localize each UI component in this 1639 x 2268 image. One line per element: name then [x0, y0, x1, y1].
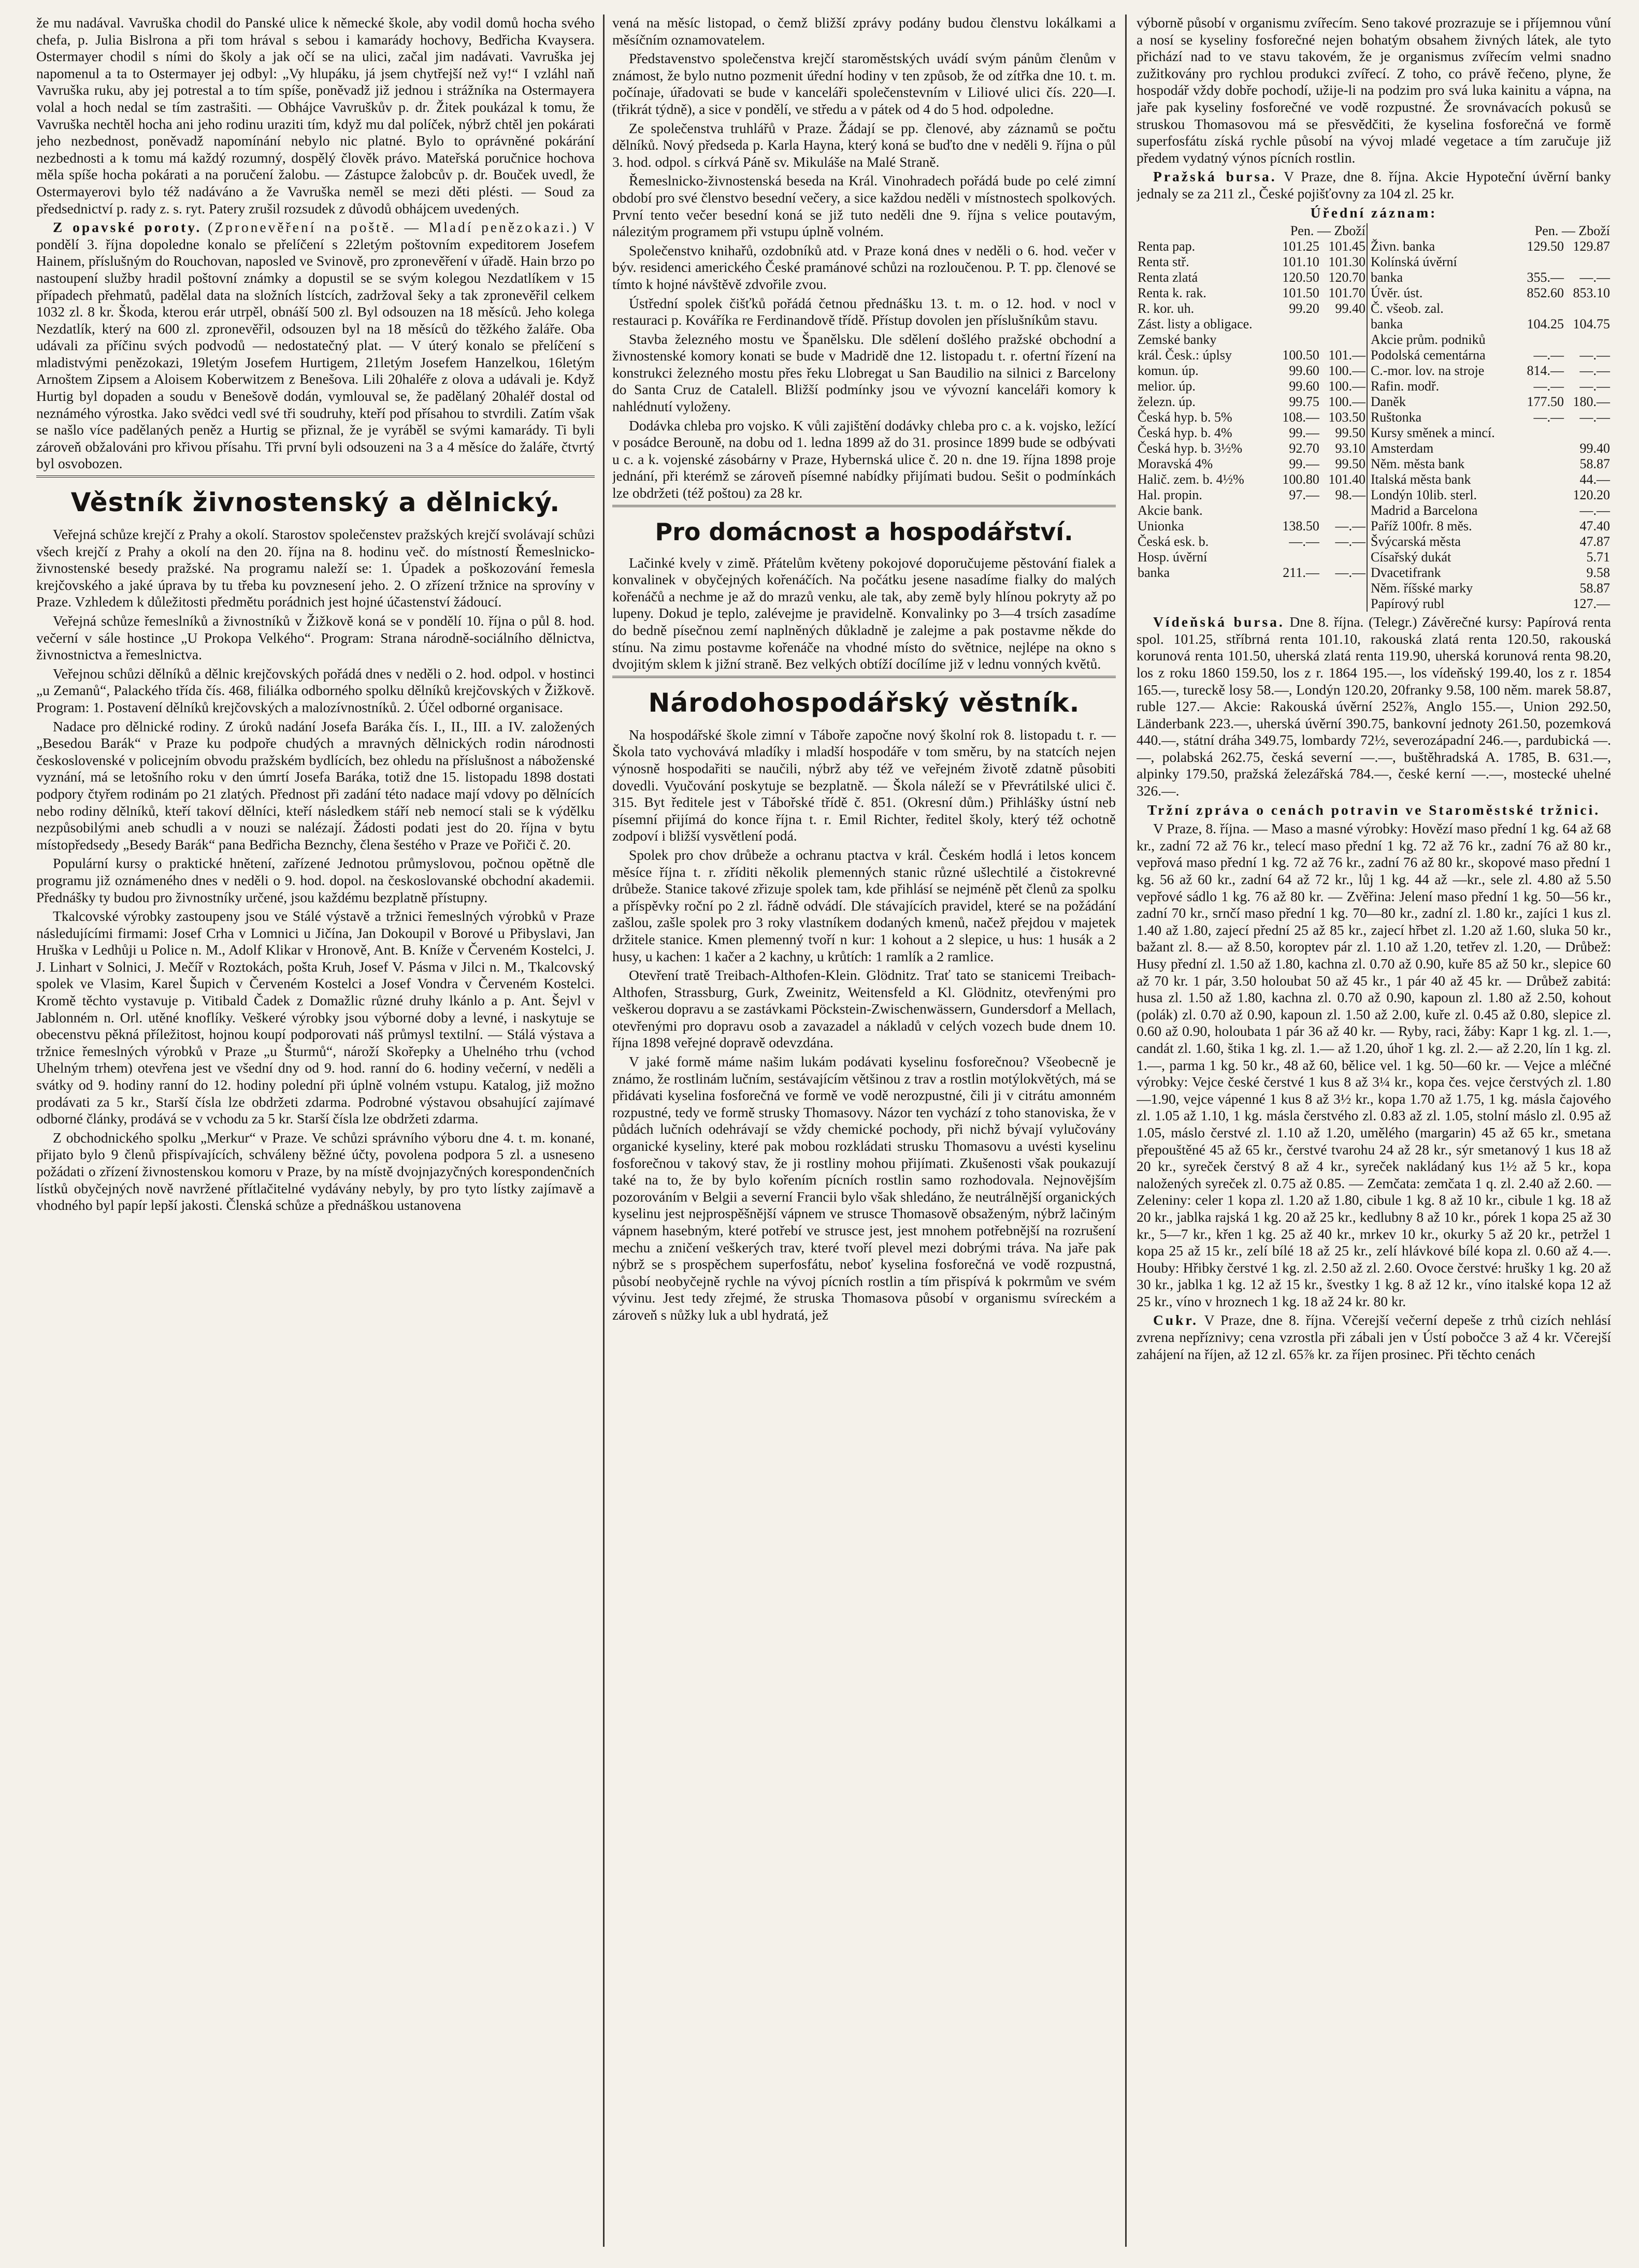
security-name-cell	[1137, 596, 1274, 612]
price-cell: 58.87	[1579, 581, 1610, 596]
price-cell	[1274, 316, 1320, 332]
table-row	[1137, 425, 1611, 441]
price-cell	[1519, 332, 1565, 348]
price-cell	[1274, 550, 1320, 565]
table-row	[1137, 503, 1611, 518]
price-cell	[1274, 332, 1320, 348]
price-cell	[1565, 254, 1611, 270]
price-cell	[1519, 254, 1565, 270]
table-row	[1137, 596, 1611, 612]
security-name-cell: Hal. propin.	[1138, 487, 1202, 503]
price-cell: 99.40	[1579, 441, 1610, 456]
section-divider	[36, 475, 595, 478]
article-paragraph	[36, 219, 595, 472]
article-paragraph: Otevření tratě Treibach-Althofen-Klein. Glödnitz. Trať tato se stanicemi Treibach-Althofen, Strassburg, Gurk, Zweinitz, Weitensfeld a Kl. Glödnitz, otevřenými pro veškerou dopravu a se zastávkami Pöckstein-Zwischenwässern, Gundersdorf a Mellach, otevřenými pro dopravu osob a zavazadel a nákladů v celých vozech bude dnem 10. října 1898 veřejné dopravě odevzdána.	[612, 967, 1116, 1051]
price-cell	[1565, 425, 1611, 441]
article-subheading: (Zpronevěření na poště. — Mladí penězokazi.)	[208, 219, 579, 236]
table-row	[1137, 472, 1611, 487]
price-cell: 99.50	[1335, 425, 1365, 441]
price-cell: 120.20	[1573, 487, 1610, 503]
price-cell: —.—	[1579, 270, 1610, 285]
price-cell: 138.50	[1282, 518, 1319, 534]
price-cell	[1519, 534, 1565, 550]
article-paragraph: Z obchodnického spolku „Merkur“ v Praze. Ve schůzi správního výboru dne 4. t. m. konané, přijato bylo 9 členů přispívajících, schváleny běžné účty, povolena podpora 5 zl. a usneseno požádati o zřízení živnostenskou komoru v Praze, by na místě dvojnjazyčných korespondenčních lístků obyčejných nově navržené přítlačitelné vydávány nebyly, by pro tyto lístky zajímavě a vhodného byl papír lepší jakosti. Členská schůze a přednáškou ustanovena	[36, 1129, 595, 1214]
price-cell: 44.—	[1579, 472, 1610, 487]
security-name-cell: Renta k. rak.	[1138, 285, 1206, 301]
section-heading: Pro domácnost a hospodářství.	[655, 517, 1073, 546]
security-name-cell: Úvěr. úst.	[1367, 285, 1519, 301]
price-cell: 104.25	[1527, 316, 1564, 332]
price-cell: 100.—	[1328, 379, 1365, 394]
article-text: V Praze, dne 8. října. Akcie Hypoteční úvěrní banky jednaly se za 211 zl., České pojišťovny za 104 zl. 25 kr.	[1137, 168, 1611, 201]
security-name-cell: Zemské banky	[1138, 332, 1217, 348]
price-cell	[1320, 332, 1367, 348]
price-cell: —.—	[1579, 410, 1610, 425]
security-name-cell: Něm. říšské marky	[1367, 581, 1519, 596]
table-row	[1137, 379, 1611, 394]
security-name-cell: Podolská cementárna	[1367, 348, 1519, 363]
price-cell: 129.50	[1527, 239, 1564, 254]
price-cell: —.—	[1579, 348, 1610, 363]
price-cell: —.—	[1289, 534, 1319, 550]
security-name-cell: Ruštonka	[1367, 410, 1519, 425]
price-cell: 99.—	[1289, 425, 1319, 441]
security-name-cell: banka	[1367, 316, 1519, 332]
security-name-cell: Akcie prům. podniků	[1367, 332, 1519, 348]
article-paragraph: že mu nadával. Vavruška chodil do Panské ulice k německé škole, aby vodil domů hocha svého chefa, p. Julia Bislrona a při tom hrával s sebou i kamarády hochovy, Bedřicha Kvaysera. Ostermayer chodil s ními do školy a jak očí se na ulici, začal jim nadávati. Vavruška jej napomenul a ta to Ostermayer jej odbyl: „Vy hlupáku, já jsem chytřejší než vy!“ I vzláhl naň Vavruška ruku, aby jej potrestal a to tím spíše, poněvadž již jednou i strážníka na Ostermayera volal a hoch nedal se tím zastrašiti. — Obhájce Vavruškův p. dr. Žitek poukázal k tomu, že Vavruška nechtěl hocha ani jeho rodinu uraziti tím, když mu dal políček, nýbrž chtěl jen pokárati jeho nezbednost, poněvadž napomínání nebylo nic platné. Bylo to oprávněné pokárání nezbednosti a k tomu má každý rozumný, dospělý člověk právo. Mateřská poručnice hochova měla spíše hocha pokárati a na poručení žalobu. — Zástupce žalobcův p. dr. Bouček uvedl, že Ostermayerovi bylo též nadáváno a že Vavruška neměl se mezi děti plésti. — Soud za předsednictví p. rady z. s. ryt. Patery zrušil rozsudek z důvodů obhájcem uvedených.	[36, 15, 595, 216]
price-cell: 120.70	[1328, 270, 1365, 285]
market-heading: Tržní zpráva o cenách potravin ve Staroměstské tržnici.	[1147, 801, 1601, 818]
article-paragraph: V jaké formě máme našim lukám podávati kyselinu fosforečnou? Všeobecně je známo, že rostlinám lučním, sestávajícím většinou z trav a rostlin motýlokvětých, má se přidávati kyselina fosforečná ve formě ve vodě nerozpustné, čili ji v citrátu amonném rozpustné, tedy ve formě strusky Thomasovy. Názor ten vychází z toho stanoviska, že v půdách lučních odehrávají se vždy chemické pochody, při nichž bývají vylučovány organické kyseliny, které pak mobou rozkládati strusku Thomasovu a uvésti kyselinu fosforečnou v takový stav, že ji rostliny mohou přijímati. Zkušenosti však poukazují také na to, že by bylo kořením pícních rostlin samo rozhodovala. Nejnovějším pozorováním v Belgii a severní Francii bylo však shledáno, že neutrálnější organických kyselinu jest nejprospěšnější vápnem ve strusce Thomasově obsaženým, nýbrž lačiným vápnem hasebným, které potřebí ve strusce jest, jest mnohem potřebnější na rozrušení mechu a zničení veškerých trav, které tvoří plevel mezi dobrými tráva. Na jaře pak nýbrž se s prospěchem superfosfátu, neboť kyselina fosforečná ve vodě rozpustná, působí neobyčejně rychle na vývoj pícních rostlin a tím přispívá k pokrmům ve svém vývinu. Jest tedy zřejmé, že struska Thomasova působí v organismu svíreckém a zároveň s nůžky luk a ubl hydratá, jež	[612, 1053, 1116, 1323]
table-row	[1137, 363, 1611, 379]
price-cell	[1274, 581, 1320, 596]
article-paragraph	[1137, 168, 1611, 202]
security-name-cell: Renta zlatá	[1138, 270, 1198, 285]
security-name-cell: C.-mor. lov. na stroje	[1367, 363, 1519, 379]
security-name-cell: Kursy směnek a mincí.	[1367, 425, 1519, 441]
price-cell: —.—	[1533, 379, 1564, 394]
security-name-cell: Kolínská úvěrní	[1367, 254, 1519, 270]
security-name-cell: Č. všeob. zal.	[1367, 301, 1519, 316]
price-cell: 101.—	[1328, 348, 1365, 363]
price-cell: —.—	[1335, 534, 1365, 550]
table-row	[1137, 550, 1611, 565]
table-row	[1137, 285, 1611, 301]
security-name-cell: Česká hyp. b. 4%	[1138, 425, 1232, 441]
article-paragraph: Společenstvo knihařů, ozdobníků atd. v Praze koná dnes v neděli o 6. hod. večer v býv. residenci amerického České pramánové schůzi na rozloučenou. P. T. pp. členové se tímto k hojné návštěvě zdvořile zvou.	[612, 242, 1116, 292]
security-name-cell: Amsterdam	[1367, 441, 1519, 456]
price-cell: —.—	[1579, 379, 1610, 394]
security-name-cell: Císařský dukát	[1367, 550, 1519, 565]
price-cell: 127.—	[1573, 596, 1610, 612]
price-cell: 5.71	[1586, 550, 1610, 565]
table-row	[1137, 487, 1611, 503]
table-row	[1137, 441, 1611, 456]
article-paragraph: Lačinké kvely v zimě. Přátelům květeny pokojové doporučujeme pěstování fialek a konvalinek v obyčejných kořenáčích. Na počátku jesene nasadíme fialky do malých kořenáčů a nechme je až do mrazů venku, ale tak, aby země byly hlínou pokryty až po lupeny. Dokud je teplo, zalévejme je pravidelně. Konvalinky po 3—4 trsích zasadíme do bedně písečnou zemí naplněných důkladně je zalejme a pak postavme někde do stínu. Na zimu postavme kořenáče na vhodné místo do světnice, nejlépe na okno s dvojitým sklem k jižní straně. Bez velkých obtíží docílíme již v lednu vonných květů.	[612, 554, 1116, 672]
article-paragraph: výborně působí v organismu zvířecím. Seno takové prozrazuje se i příjemnou vůní a nosí se kyseliny fosforečné nejen bohatým obsahem živných látek, ale tyto přichází nad to ve stavu takovém, že je organismus zvířecím velmi snadno zužitkovány pro rychlou produkci zvířecí. Z toho, co právě řečeno, plyne, že hospodář vždy dobře pochodí, užije-li na podzim pro svá luka kainitu a vápna, na jaře pak kyseliny fosforečné ve vodě rozpustné. Že srovnávacích pokusů se struskou Thomasovou má se přesvědčiti, že kyselina fosforečná ve formě superfosfátu získá rychle působí na vývoj mladé vegetace a tím zaručuje již předem vydatný výnos pícních rostlin.	[1137, 15, 1611, 166]
section-heading: Věstník živnostenský a dělnický.	[70, 487, 560, 518]
price-cell: 100.50	[1282, 348, 1319, 363]
section-divider	[612, 505, 1116, 507]
table-header: Pen. — Zboží	[1534, 223, 1610, 239]
price-cell: 101.25	[1282, 239, 1319, 254]
security-name-cell: Papírový rubl	[1367, 596, 1519, 612]
section-heading: Národohospodářský věstník.	[648, 687, 1080, 718]
stock-table-body	[1137, 239, 1611, 612]
article-text: V Praze, dne 8. října. Včerejší večerní depeše z trhů cizích nehlásí zvrena nepříznivy; cena vzrostla při zábali jen v Ústí pobočce 3 až 4 kr. Včerejší zahájení na říjen, až 12 zl. 65⅞ kr. za říjen prosinec. Při těchto cenách	[1137, 1312, 1611, 1362]
price-cell: —.—	[1579, 503, 1610, 518]
security-name-cell: Halič. zem. b. 4½%	[1138, 472, 1244, 487]
security-name-cell: R. kor. uh.	[1138, 301, 1195, 316]
column-2	[612, 15, 1116, 2247]
section-divider	[612, 676, 1116, 678]
article-paragraph: Představenstvo společenstva krejčí staroměstských uvádí svým pánům členům v známost, že bylo nutno pozmenit úřední hodiny v ten způsob, že od zítřka dne 10. t. m. počínaje, úřadovati se bude v kanceláři společenstevním v Liliové ulici čís. 220—I. (třikrát týdně), a sice v pondělí, ve středu a v pátek od 4 do 5 hod. odpoledne.	[612, 50, 1116, 117]
article-heading: Z opavské poroty.	[53, 219, 202, 236]
price-cell: 180.—	[1573, 394, 1610, 410]
price-cell	[1320, 550, 1367, 565]
price-cell: 99.—	[1289, 456, 1319, 472]
price-cell: —.—	[1335, 518, 1365, 534]
article-paragraph: Nadace pro dělnické rodiny. Z úroků nadání Josefa Baráka čís. I., II., III. a IV. založených „Besedou Barák“ v Praze ku podpoře chudých a mravných dělnických rodin národnosti československé v policejním obvodu pražském bydlících, bez ohledu na příslušnost a náboženské vyznání, má se letošního roku v den úmrtí Josefa Baráka, totiž dne 15. listopadu 1898 dostati podpory čtyřem rodinám po 21 zlatých. Přednost při zadání této nadace mají vdovy po dělnících nebo rodiny dělníků, kteří takoví dělníci, kteří následkem stáří neb nemocí stali se k výdělku nezpůsobilými aneb schudli a v nouzi se nalézají. Žádosti podati jest do 20. října v bytu místopředsedy „Besedy Barák“ pana Bedřicha Beznchy, člena šestého v Praze ve Pořiči č. 20.	[36, 718, 595, 853]
security-name-cell: Daněk	[1367, 394, 1519, 410]
article-text: Dne 8. října. (Telegr.) Závěrečné kursy: Papírová renta spol. 101.25, stříbrná renta 101.10, rakouská zlatá renta 120.50, rakouská korunová renta 101.50, uherská zlatá renta 119.90, uherská korunová renta 98.20, los z roku 1860 159.50, los z r. 1864 195.—, los vídeňský 199.40, los z r. 1854 165.—, tureckě losy 58.—, Londýn 120.20, 20franky 9.58, 100 něm. marek 58.87, ruble 127.— Akcie: Rakouská úvěrní 252⅞, Anglo 155.—, Union 292.50, Länderbank 223.—, uherská úvěrní 390.75, bankovní jednoty 261.50, pozemková 440.—, státní dráha 349.75, lombardy 72½, severozápadní 246.—, pardubická —.—, polabská 262.75, česká severní —.—, buštěhradská A. 1785, B. 631.—, alpinky 179.50, pražská železářská 784.—, české kerní —.—, mostecké uhelné 326.—.	[1137, 614, 1611, 799]
table-row	[1137, 565, 1611, 581]
article-paragraph: V Praze, 8. října. — Maso a masné výrobky: Hovězí maso přední 1 kg. 64 až 68 kr., zadní 72 až 76 kr., telecí maso přední 1 kg. 72 až 76 kr., zadní 76 až 80 kr., vepřová maso přední 1 kg. 72 až 76 kr., zadní 76 až 80 kr., skopové maso přední 1 kg. 56 až 60 kr., zadní 64 až 72 kr., lůj 1 kg. 44 až —kr., sele zl. 4.80 až 5.50 vepřové sádlo 1 kg. 76 až 80 kr. — Zvěřina: Jelení maso přední 1 kg. 50—56 kr., zadní 70 kr., srnčí maso přední 1 kg. 70—80 kr., zadní zl. 1.80 kr., zajíci 1 kus zl. 1.40 až 1.80, zajecí přední 25 až 85 kr., zajecí hřbet zl. 1.20 až 1.60, sluka 50 kr., bažant zl. 8.— až 8.50, koroptev pár zl. 1.10 až 1.20, tetřev zl. 1.20, — Drůbež: Husy přední zl. 1.50 až 1.80, kachna zl. 0.70 až 0.90, kuře 85 až 50 kr., slepice 60 až 70 kr. 1 pár, 3.50 holoubat 50 až 45 kr., 1 pár 40 až 45 kr. — Drůbež zabitá: husa zl. 1.50 až 1.80, kachna zl. 0.70 až 0.90, kapoun zl. 1.80 až 2.50, kohout (polák) zl. 0.70 až 0.90, kapoun zl. 1.50 až 2.00, kuře zl. 0.45 až 0.80, slepice zl. 0.60 až 0.90, holoubata 1 pár 36 až 40 kr. — Ryby, raci, žáby: Kapr 1 kg. zl. 1.—, candát zl. 1.60, štika 1 kg. zl. 1.— až 1.20, úhoř 1 kg. zl. 2.— až 2.20, lín 1 kg. zl. 1.—, parma 1 kg. 50 kr., 48 až 60, bělice vel. 1 kg. 50—60 kr. — Vejce a mléčné výrobky: Vejce české čerstvé 1 kus 8 až 3¼ kr., kopa čes. vejce čerstvých zl. 1.80—1.90, vejce vápenné 1 kus 8 až 3½ kr., kopa 1.70 až 1.75, 1 kg. másla čajového zl. 1.05 až 1.10, 1 kg. másla čerstvého zl. 0.83 až zl. 1.05, stolní máslo zl. 0.95 až 1.05, máslo čerstvé zl. 1.10 až 1.20, umělého (margarin) 45 až 65 kr., smetana přepouštěné 45 až 65 kr., čerstvé tvarohu 24 až 28 kr., sýr smetanový 1 kus 18 až 20 kr., syreček čerstvý 8 až 4 kr., syreček nakládaný kus 1½ až 5 kr., kopa naložených syreček zl. 0.75 až 0.85. — Zemčata: zemčata 1 q. zl. 2.40 až 2.60. — Zeleniny: celer 1 kopa zl. 1.20 až 1.80, cibule 1 kg. 8 až 10 kr., cibule 1 kg. 18 až 20 kr., jablka rajská 1 kg. 20 až 25 kr., kedlubny 8 až 10 kr., pórek 1 kopa 25 až 30 kr., 5—7 kr., křen 1 kg. 25 až 40 kr., mrkev 10 kr., okurky 5 až 20 kr., petržel 1 kopa 25 až 15 kr., zelí bílé 18 až 25 kr., zelí hlávkové bílé kopa zl. 0.60 až 4.—. Houby: Hřibky čerstvé 1 kg. zl. 2.50 až zl. 2.60. Ovoce čerstvé: hrušky 1 kg. 20 až 30 kr., jablka 1 kg. 12 až 15 kr., švestky 1 kg. 8 až 12 kr., víno italské kopa 12 až 25 kr., víno v hroznech 1 kg. 18 až 24 kr. 80 kr.	[1137, 820, 1611, 1309]
price-cell: —.—	[1533, 348, 1564, 363]
price-cell: 101.45	[1328, 239, 1365, 254]
article-paragraph: Ústřední spolek čišťků pořádá četnou přednášku 13. t. m. o 12. hod. v nocl v restauraci p. Kováříka re Ferdinandově třídě. Přístup dovolen jen příslušníkům stavu.	[612, 295, 1116, 328]
price-cell	[1519, 581, 1565, 596]
price-cell: 177.50	[1527, 394, 1564, 410]
price-cell	[1519, 472, 1565, 487]
price-cell	[1519, 487, 1565, 503]
security-name-cell: Madrid a Barcelona	[1367, 503, 1519, 518]
price-cell: 103.50	[1328, 410, 1365, 425]
price-cell	[1565, 332, 1611, 348]
security-name-cell: Něm. města bank	[1367, 456, 1519, 472]
price-cell: 120.50	[1282, 270, 1319, 285]
price-cell: 853.10	[1573, 285, 1610, 301]
price-cell	[1519, 596, 1565, 612]
table-row	[1137, 270, 1611, 285]
table-row	[1137, 534, 1611, 550]
table-caption: Úřední záznam:	[1310, 204, 1437, 221]
price-cell: —.—	[1335, 565, 1365, 581]
price-cell	[1320, 581, 1367, 596]
table-row	[1137, 394, 1611, 410]
security-name-cell: Česká hyp. b. 3½%	[1138, 441, 1243, 456]
security-name-cell: železn. úp.	[1138, 394, 1196, 410]
security-name-cell: král. Česk.: úplsy	[1138, 348, 1232, 363]
table-row	[1137, 254, 1611, 270]
price-cell	[1519, 456, 1565, 472]
price-cell: 211.—	[1283, 565, 1319, 581]
price-cell: —.—	[1533, 410, 1564, 425]
price-cell	[1519, 518, 1565, 534]
market-heading: Pražská bursa.	[1153, 168, 1277, 185]
price-cell: 100.—	[1328, 394, 1365, 410]
price-cell	[1519, 550, 1565, 565]
price-cell	[1519, 441, 1565, 456]
price-cell	[1519, 425, 1565, 441]
security-name-cell: Akcie bank.	[1138, 503, 1203, 518]
security-name-cell: Londýn 10lib. sterl.	[1367, 487, 1519, 503]
price-cell: 99.20	[1289, 301, 1319, 316]
table-row	[1137, 456, 1611, 472]
price-cell: 99.50	[1335, 456, 1365, 472]
table-row	[1137, 348, 1611, 363]
market-heading: Cukr.	[1153, 1312, 1199, 1328]
security-name-cell: Zást. listy a obligace.	[1138, 316, 1253, 332]
price-cell: 98.—	[1335, 487, 1365, 503]
table-row	[1137, 581, 1611, 596]
article-paragraph: Veřejná schůze krejčí z Prahy a okolí. Starostov společenstev pražských krejčí svolávají schůzi všech krejčí z Prahy a okolí na den 20. října na 8. hodinu več. do místností Řemeslnicko-živnostenské besedy pražské. Na programu naleží se: 1. Úpadek a poškozování řemesla krejčovského a jaké úprava by tu třeba ku povznesení jeho. 2. O zřízení tržnice na sprovíny v Praze. Vzhledem k důležitosti předmětu porádnich jest hojné účastenství žádoucí.	[36, 526, 595, 610]
column-1	[36, 15, 595, 2247]
article-paragraph: Na hospodářské škole zimní v Táboře započne nový školní rok 8. listopadu t. r. — Škola tato vychovává mladíky i mladší hospodáře v tom směru, by na statcích nejen výnosně hospodařiti se naučili, nýbrž aby též ve veřejném životě zdatně působiti dovedli. Vyučování poskytuje se bezplatně. — Škola náleží se v Převrátilské ulici č. 315. Byt ředitele jest v Tábořské třídě č. 851. (Okresní dům.) Přihlášky ústní neb písemní přijímá do konce října t. r. Emil Richter, ředitel školy, který též ochotně zodpoví i bližší vysvětlení podá.	[612, 726, 1116, 844]
price-cell: 852.60	[1527, 285, 1564, 301]
price-cell: 101.40	[1328, 472, 1365, 487]
table-row	[1137, 316, 1611, 332]
price-cell: 100.—	[1328, 363, 1365, 379]
price-cell	[1320, 596, 1367, 612]
table-row	[1137, 332, 1611, 348]
article-paragraph: Veřejnou schůzi dělníků a dělnic krejčovských pořádá dnes v neděli o 2. hod. odpol. v hostinci „u Zemanů“, Palackého třída čís. 468, filiálka odborného spolku dělníků krejčovských v Žižkově. Program: 1. Postavení dělníků krejčovských a malozívnostníků. 2. Účel odborné organisace.	[36, 665, 595, 715]
article-paragraph: Veřejná schůze řemeslníků a živnostníků v Žižkově koná se v pondělí 10. října o půl 8. hod. večerní v sále hostince „U Prokopa Velkého“. Program: Strana národně-sociálního dělnictva, živnostnictva a řemeslnictva.	[36, 613, 595, 663]
article-paragraph: vená na měsíc listopad, o čemž bližší zprávy podány budou členstvu lokálkami a měsíčním oznamovatelem.	[612, 15, 1116, 48]
security-name-cell: Česká esk. b.	[1138, 534, 1209, 550]
article-paragraph: Tkalcovské výrobky zastoupeny jsou ve Stálé výstavě a tržnici řemeslných výrobků v Praze následujícími firmami: Josef Crha v Lomnici u Jičína, Jan Dokoupil v Borové u Přibyslavi, Jan Hruška v Ledhůji u Police n. M., Adolf Klikar v Hronově, Ant. B. Kníže v Červeném Kostelci, J. J. Linhart v Solnici, J. Mečíř v Roztokách, pošta Kruh, Josef V. Pásma v Jilci n. M., Tkalcovský spolek ve Vlasim, Karel Šupich v Červeném Kostelci a Josef Vondra v Červeném Kostelci. Kromě těchto vystavuje p. Vitibald Čadek z Domažlic různé druhy lkánlo a p. Ant. Šejvl v Jablonném n. Orl. utěné knoflíky. Veškeré výrobky jsou výborné doby a levné, i naskytuje se obecenstvu pěkná příležitost, hojnou koupí podporovati náš průmysl textilní. — Stálá výstava a tržnice řemeslných výrobků v Praze „u Šturmů“, nároží Skořepky a Uhelného trhu (vchod Uhelným trhem) otevřena jest ve všední dny od 9. hod. ranní do 6. hodiny večerní, v neděli a svátky od 9. hodiny ranní do 12. hodiny polední při úplně volném vstupu. Katalog, již možno prodávati za 5 kr., Starší čísla lze obdržeti zdarma. Podrobné výstavou obsahující zajímavé odborné články, prodává se v vchodu za 5 kr. Starší čísla lze obdržeti zdarma.	[36, 908, 595, 1127]
price-cell	[1565, 301, 1611, 316]
security-name-cell: Paříž 100fr. 8 měs.	[1367, 518, 1519, 534]
price-cell: 100.80	[1282, 472, 1319, 487]
price-cell	[1274, 503, 1320, 518]
price-cell: 97.—	[1289, 487, 1319, 503]
security-name-cell: Rafin. modř.	[1367, 379, 1519, 394]
price-cell	[1274, 596, 1320, 612]
price-cell	[1320, 316, 1367, 332]
security-name-cell: Hosp. úvěrní	[1138, 550, 1207, 565]
newspaper-page	[36, 15, 1611, 2252]
table-row	[1137, 239, 1611, 254]
stock-table	[1137, 223, 1611, 612]
table-header: Pen. — Zboží	[1290, 223, 1365, 239]
price-cell: 99.75	[1289, 394, 1319, 410]
article-paragraph: Řemeslnicko-živnostenská beseda na Král. Vinohradech pořádá bude po celé zimní období pro své členstvo besední večery, a sice každou neděli v místnostech spolkových. První tento večer besední koná se již tuto neděli dne 9. října s velice poutavým, nálezitým programem při vstupu úplně volném.	[612, 172, 1116, 240]
price-cell: 814.—	[1527, 363, 1564, 379]
article-paragraph: Stavba železného mostu ve Španělsku. Dle sdělení došlého pražské obchodní a živnostenské komory konati se bude v Madridě dne 12. listopadu t. r. ofertní řízení na konstrukci železného mostu přes řeku Llobregat u San Baudilio na silnici z Barcelony do Santa Cruz de Catalell. Bližší podmínky jsou ve vývozní kanceláři komory k nahlédnutí vyloženy.	[612, 330, 1116, 415]
price-cell: 99.60	[1289, 363, 1319, 379]
price-cell: 58.87	[1579, 456, 1610, 472]
security-name-cell: banka	[1367, 270, 1519, 285]
table-row	[1137, 518, 1611, 534]
price-cell: 355.—	[1527, 270, 1564, 285]
price-cell: 9.58	[1586, 565, 1610, 581]
security-name-cell: Renta stř.	[1138, 254, 1189, 270]
article-paragraph: Spolek pro chov drůbeže a ochranu ptactva v král. Českém hodlá i letos koncem měsíce října t. r. zříditi několik plemenných stanic různé ušlechtilé a čistokrevné drůbeže. Stanice takové zřizuje spolek tam, kde přihlásí se nejméně pět členů za spolku a příspěvky roční po 2 zl. řádně odvádí. Dle stávajících pravidel, které se na požádání zašlou, zašle spolek pro 3 roky vlastníkem dodaných kmenů, načež přejdou v majetek držitele stanice. Kmen plemenný tvoří n kur: 1 kohout a 2 slepice, u hus: 1 husák a 2 husy, u kachen: 1 kačer a 2 kachny, u krůtích: 1 ramlík a 2 ramlice.	[612, 846, 1116, 964]
price-cell	[1519, 503, 1565, 518]
security-name-cell: Česká hyp. b. 5%	[1138, 410, 1232, 425]
price-cell: 99.40	[1335, 301, 1365, 316]
table-row	[1137, 410, 1611, 425]
article-paragraph: Dodávka chleba pro vojsko. K vůli zajištění dodávky chleba pro c. a k. vojsko, ležící v posádce Berouně, na dobu od 1. ledna 1899 až do 31. prosince 1899 bude se odbývati u c. a k. vojenské zásobárny v Praze, Hybernská ulice č. 20 n. dne 19. října 1898 proje jednání, při kterémž se zároveň písemné nabídky přijímati budou. Sešit o podmínkách lze obdržeti (též poštou) za 28 kr.	[612, 417, 1116, 501]
article-paragraph: Populární kursy o praktické hnětení, zařízené Jednotou průmyslovou, počnou opětně dle programu již oznámeného dnes v neděli o 9. hod. dopol. na českoslovanské obchodní akademii. Přednášky ty budou pro živnostníky určené, jsou každému bezplatně přístupny.	[36, 855, 595, 905]
price-cell	[1519, 565, 1565, 581]
price-cell: 101.30	[1328, 254, 1365, 270]
security-name-cell	[1137, 581, 1274, 596]
price-cell: 93.10	[1335, 441, 1365, 456]
table-row	[1137, 301, 1611, 316]
column-3	[1137, 15, 1611, 2247]
price-cell: 101.50	[1282, 285, 1319, 301]
column-rule	[1125, 15, 1127, 2247]
security-name-cell: komun. úp.	[1138, 363, 1199, 379]
market-heading: Vídeňská bursa.	[1153, 614, 1285, 630]
price-cell: 47.40	[1579, 518, 1610, 534]
security-name-cell: Italská města bank	[1367, 472, 1519, 487]
price-cell: 101.70	[1328, 285, 1365, 301]
security-name-cell: Živn. banka	[1367, 239, 1519, 254]
article-paragraph	[1137, 614, 1611, 800]
price-cell: 92.70	[1289, 441, 1319, 456]
price-cell: 47.87	[1579, 534, 1610, 550]
article-text: V pondělí 3. října dopoledne konalo se přelíčení s 22letým poštovním expeditorem Josefem Hainem, příslušným do Rouchovan, naposled ve Svinově, pro zpronevěření v úřadě. Hain brzo po nastoupení služby hradil poštovní známky a dopustil se se svým kolegou Nezdatlíkem v 15 případech přehmatů, padělal data na složních lístcích, zadržoval šeky a tak zpronevěřil celkem 1032 zl. 8 kr. Škoda, kterou erár utrpěl, obnáší 500 zl. Byl odsouzen na 18 měsíců. Jeho kolega Nezdatlík, který na 600 zl. zpronevěřil, odsouzen byl na 18 měsíců do těžkého žaláře. Oba udávali za příčinu svých podvodů — nedostatečný plat. — V úterý konalo se přelíčení s mladistvými penězokazi, 19letým Josefem Hurtigem, 21letým Josefem Hanzelkou, 16letým Arnoštem Zipsem a Aloisem Koberwitzem z Benešova. Lili 20haléře z olova a udávali je. Když Hurtig byl dopaden a soudu v Benešově dodán, vymlouval se, že padělaný 20haléř dostal od neznámého výrostka. Jako svědci vedl své tři soudruhy, kteří pod přísahou to stvrdili. Zatím však se našlo více padělaných peněz a Hurtig se přiznal, že je vyráběl se svými kamarády. Ti byli zároveň obžalováni pro křivou přísahu. Tři první byli odsouzeni na 3 a 4 měsíce do žaláře, čtvrtý byl osvobozen.	[36, 219, 595, 472]
security-name-cell: Moravská 4%	[1138, 456, 1213, 472]
price-cell: 129.87	[1573, 239, 1610, 254]
article-paragraph: Ze společenstva truhlářů v Praze. Žádají se pp. členové, aby záznamů se počtu dělníků. Nový předseda p. Karla Hayna, který koná se buďto dne v neděli 9. října o půl 3. hod. odpol. s církvá Páně sv. Mikuláše na Malé Straně.	[612, 120, 1116, 170]
security-name-cell: Dvacetifrank	[1367, 565, 1519, 581]
price-cell: 104.75	[1573, 316, 1610, 332]
price-cell: 99.60	[1289, 379, 1319, 394]
column-rule	[603, 15, 605, 2247]
price-cell: 101.10	[1282, 254, 1319, 270]
security-name-cell: Švýcarská města	[1367, 534, 1519, 550]
article-paragraph	[1137, 1312, 1611, 1363]
price-cell	[1320, 503, 1367, 518]
security-name-cell: Unionka	[1138, 518, 1184, 534]
security-name-cell: melior. úp.	[1138, 379, 1196, 394]
price-cell	[1519, 301, 1565, 316]
price-cell: 108.—	[1282, 410, 1319, 425]
security-name-cell: banka	[1138, 565, 1170, 581]
price-cell: —.—	[1579, 363, 1610, 379]
security-name-cell: Renta pap.	[1138, 239, 1196, 254]
